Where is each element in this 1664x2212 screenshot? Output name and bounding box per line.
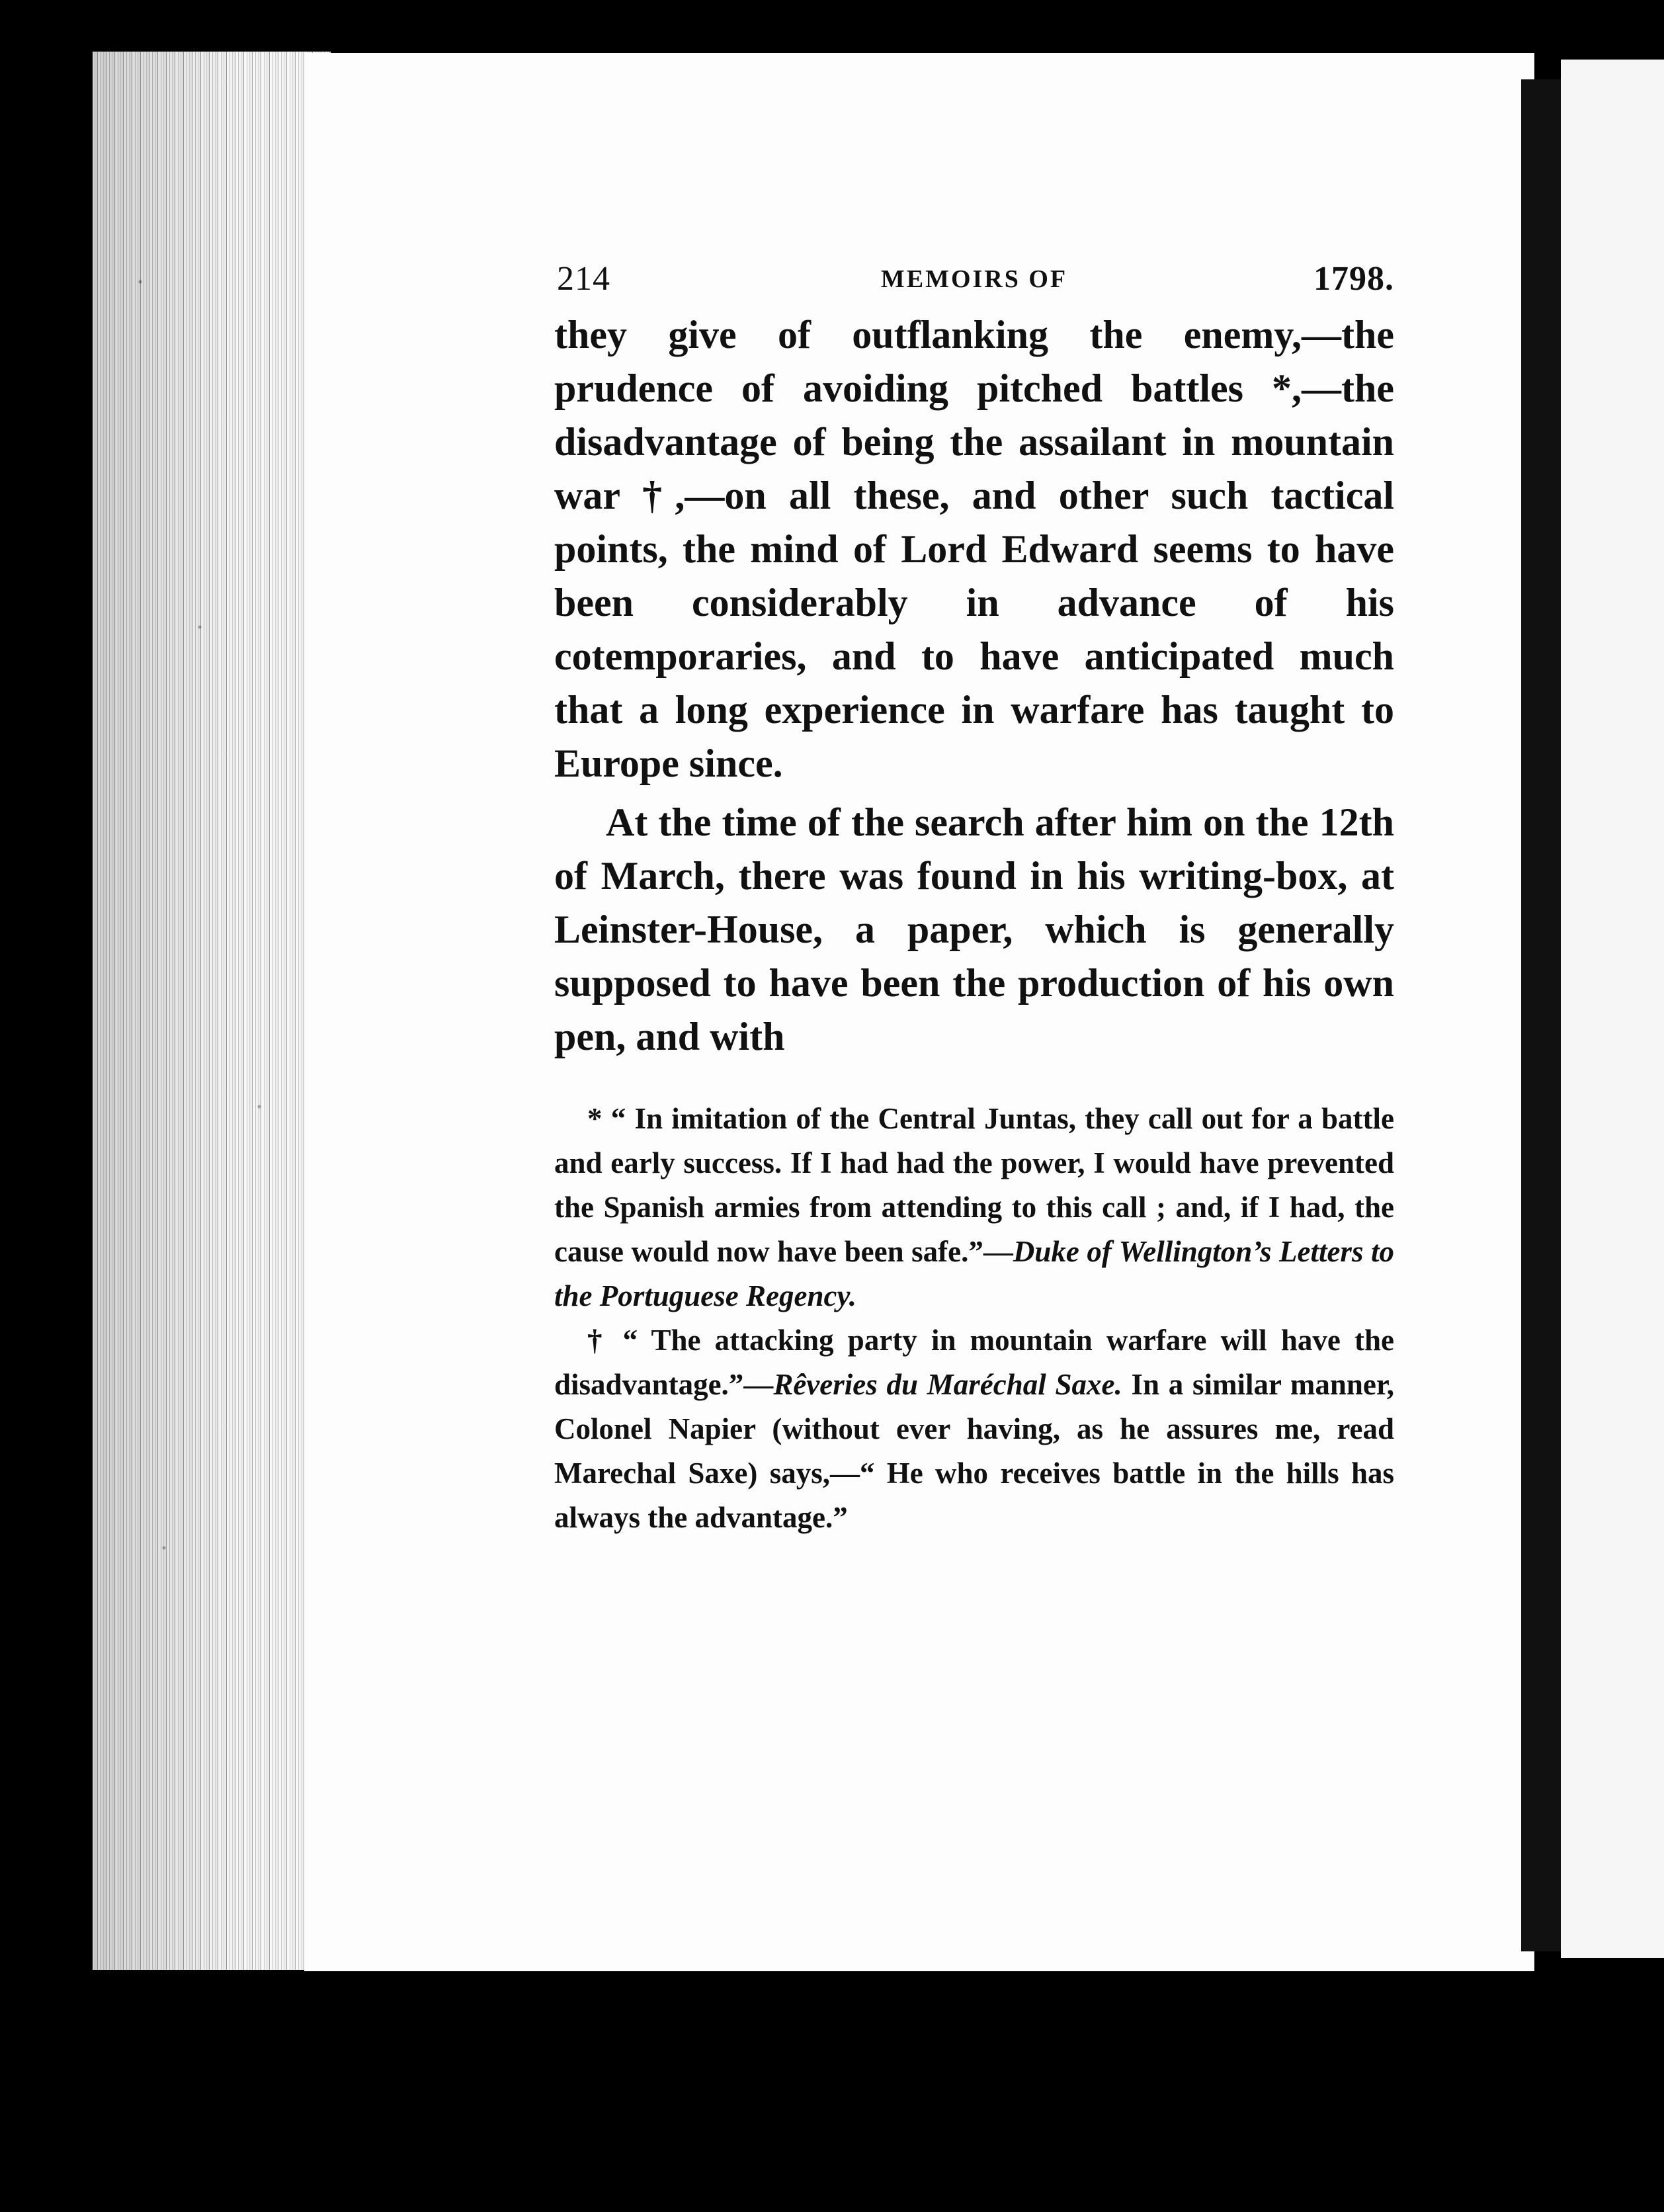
binding-shadow (1521, 79, 1561, 1951)
page-number: 214 (557, 260, 610, 298)
running-head (554, 259, 1394, 306)
text-block (554, 259, 1394, 1540)
footnote-text: † “ The attacking party in mountain warfare will have the disadvantage.”— (554, 1324, 1394, 1401)
footnote (554, 1318, 1394, 1540)
footnote-source: Duke of Wellington’s Letters to the Portuguese Regency. (554, 1235, 1394, 1312)
facing-page-edge (1561, 60, 1664, 1958)
running-year: 1798. (1313, 260, 1394, 298)
footnotes (554, 1097, 1394, 1540)
footnote-text: * “ In imitation of the Central Juntas, they call out for a battle and early success. If I had had the power, I would have prevented the Spanish armies from attending to this call ; and, if I had, the cause would now have been safe.”— (554, 1102, 1394, 1268)
running-title: MEMOIRS OF (880, 265, 1068, 293)
paragraph: they give of outflanking the enemy,—the prudence of avoiding pitched battles *,—the disadvantage of being the assailant in mountain war †,—on all these, and other such tactical points, the mind of Lord Edward seems to have been considerably in advance of his cotemporaries, and to have anticipated much that a long experience in warfare has taught to Europe since. (554, 313, 1394, 785)
footnote-text: In a similar manner, Colonel Napier (without ever having, as he assures me, read Marechal Saxe) says,—“ He who receives battle in the hills has always the advantage.” (554, 1368, 1394, 1534)
footnote (554, 1097, 1394, 1318)
footnote-source: Rêveries du Maréchal Saxe. (773, 1368, 1122, 1401)
page-edges (93, 52, 331, 1970)
body-text (554, 308, 1394, 1064)
paragraph: At the time of the search after him on the 12th of March, there was found in his writing-box, at Leinster-House, a paper, which is generally supposed to have been the production of his own pen, and with (554, 800, 1394, 1058)
